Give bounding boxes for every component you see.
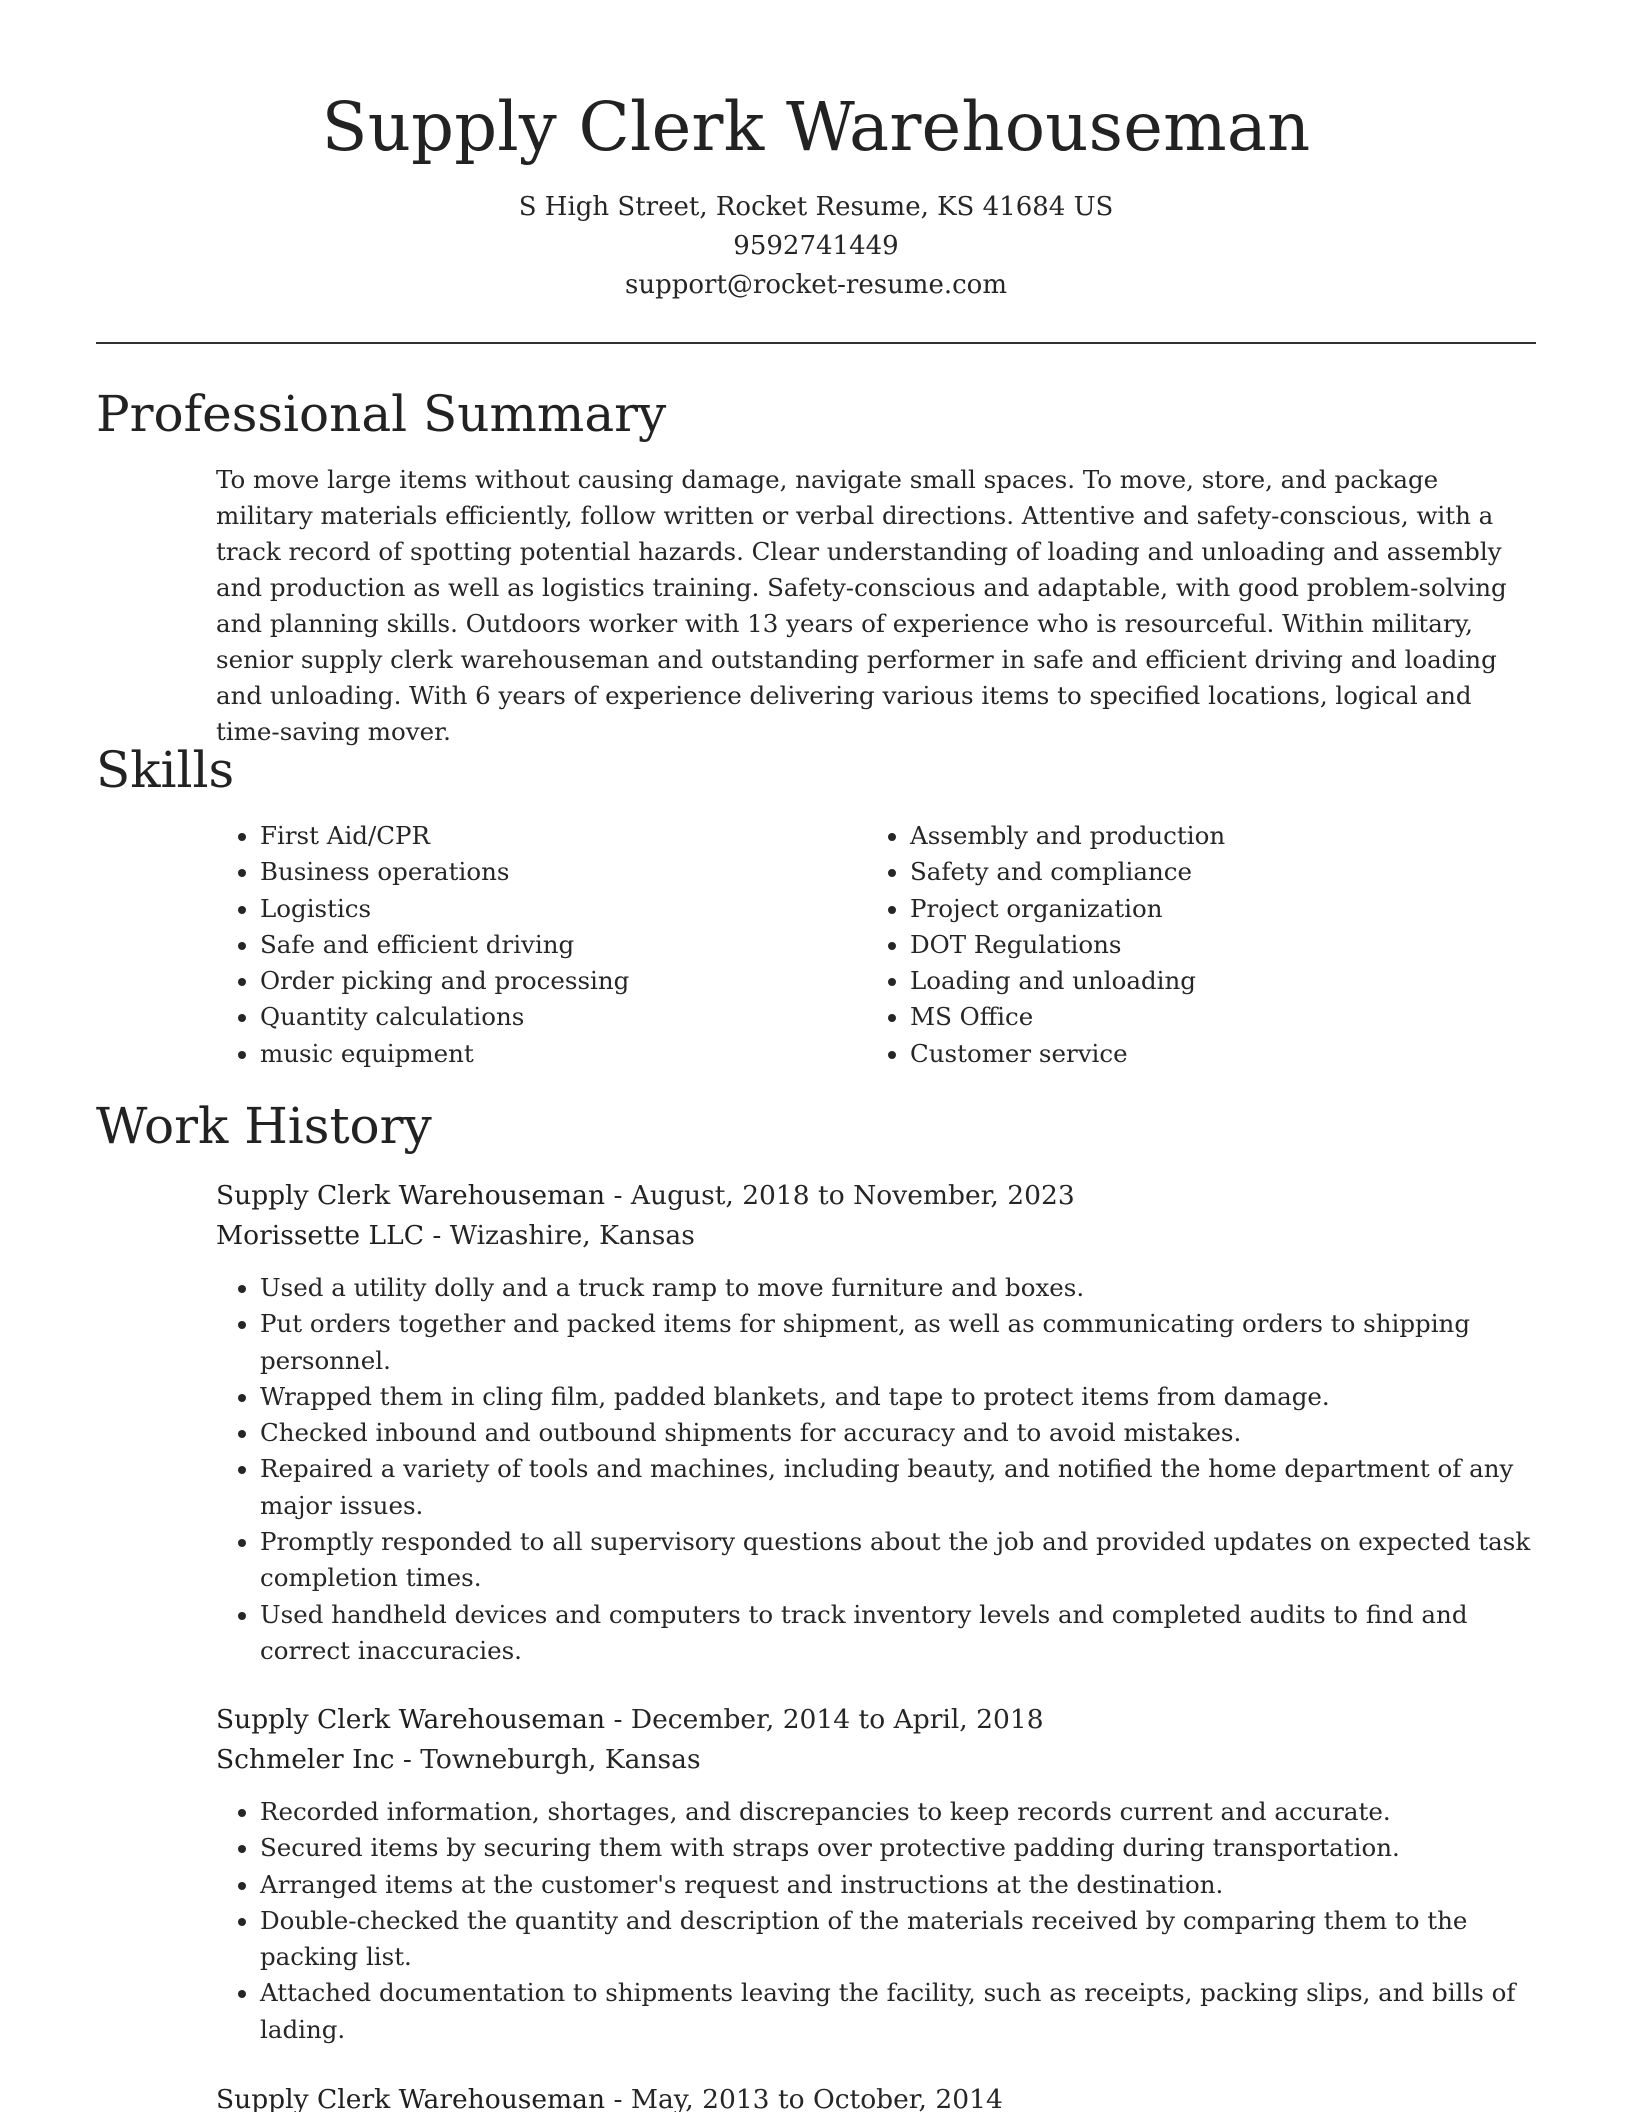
job-location: - Wizashire, Kansas xyxy=(424,1220,695,1251)
skill-item: • Loading and unloading xyxy=(910,963,1526,999)
skills-list-right xyxy=(866,818,1526,1072)
summary-heading: Professional Summary xyxy=(96,385,667,443)
candidate-name: Supply Clerk Warehouseman xyxy=(321,88,1311,166)
skill-item: • Logistics xyxy=(260,891,836,927)
skill-item: • Quantity calculations xyxy=(260,999,836,1035)
job-role: Supply Clerk Warehouseman xyxy=(216,2084,606,2112)
skill-item: • First Aid/CPR xyxy=(260,818,836,854)
job-company: Morissette LLC xyxy=(216,1220,424,1251)
duty-item: • Put orders together and packed items for shipment, as well as communicating orders to shipping personnel. xyxy=(260,1306,1536,1379)
work-history-heading: Work History xyxy=(96,1097,432,1155)
skill-item: • Order picking and processing xyxy=(260,963,836,999)
duty-item: • Checked inbound and outbound shipments for accuracy and to avoid mistakes. xyxy=(260,1415,1536,1451)
duty-item: • Used handheld devices and computers to track inventory levels and completed audits to find and correct inaccuracies. xyxy=(260,1597,1536,1670)
job-title-line xyxy=(216,1700,1536,1740)
job-company: Schmeler Inc xyxy=(216,1744,395,1775)
contact-email: support@rocket-resume.com xyxy=(624,270,1007,300)
skills-list-left xyxy=(216,818,836,1072)
skills-heading: Skills xyxy=(96,741,235,799)
duty-item: • Promptly responded to all supervisory questions about the job and provided updates on expected task completion times. xyxy=(260,1524,1536,1597)
duty-item: • Recorded information, shortages, and discrepancies to keep records current and accurate. xyxy=(260,1794,1536,1830)
job-duties xyxy=(216,1270,1536,1669)
skill-item: • DOT Regulations xyxy=(910,927,1526,963)
duty-item: • Double-checked the quantity and description of the materials received by comparing them to the packing list. xyxy=(260,1903,1536,1976)
skill-item: • music equipment xyxy=(260,1036,836,1072)
header-divider xyxy=(96,342,1536,344)
job-dates: - December, 2014 to April, 2018 xyxy=(605,1704,1044,1735)
job-role: Supply Clerk Warehouseman xyxy=(216,1704,606,1735)
skill-item: • Project organization xyxy=(910,891,1526,927)
duty-item: • Wrapped them in cling film, padded blankets, and tape to protect items from damage. xyxy=(260,1379,1536,1415)
duty-item: • Arranged items at the customer's request and instructions at the destination. xyxy=(260,1867,1536,1903)
job-company-line xyxy=(216,1740,1536,1780)
skills-column-right xyxy=(866,818,1526,1072)
contact-address: S High Street, Rocket Resume, KS 41684 US xyxy=(518,192,1114,222)
skill-item: • Business operations xyxy=(260,854,836,890)
job-dates: - May, 2013 to October, 2014 xyxy=(605,2084,1003,2112)
duty-item: • Attached documentation to shipments leaving the facility, such as receipts, packing slips, and bills of lading. xyxy=(260,1975,1536,2048)
job-duties xyxy=(216,1794,1536,2048)
resume-header xyxy=(96,80,1536,305)
skills-column-left xyxy=(216,818,836,1072)
skill-item: • Safe and efficient driving xyxy=(260,927,836,963)
job-location: - Towneburgh, Kansas xyxy=(394,1744,701,1775)
skill-item: • Safety and compliance xyxy=(910,854,1526,890)
duty-item: • Repaired a variety of tools and machines, including beauty, and notified the home department of any major issues. xyxy=(260,1451,1536,1524)
job-dates: - August, 2018 to November, 2023 xyxy=(605,1180,1075,1211)
duty-item: • Used a utility dolly and a truck ramp to move furniture and boxes. xyxy=(260,1270,1536,1306)
job-company-line xyxy=(216,1216,1536,1256)
job-role: Supply Clerk Warehouseman xyxy=(216,1180,606,1211)
skill-item: • MS Office xyxy=(910,999,1526,1035)
job-title-line xyxy=(216,2080,1536,2112)
job-title-line xyxy=(216,1176,1536,1216)
summary-text: To move large items without causing damage, navigate small spaces. To move, store, and package military materials efficiently, follow written or verbal directions. Attentive and safety-conscious, with a track record of spotting potential hazards. Clear understanding of loading and unloading and assembly and production as well as logistics training. Safety-conscious and adaptable, with good problem-solving and planning skills. Outdoors worker with 13 years of experience who is resourceful. Within military, senior supply clerk warehouseman and outstanding performer in safe and efficient driving and loading and unloading. With 6 years of experience delivering various items to specified locations, logical and time-saving mover. xyxy=(216,465,1507,746)
duty-item: • Secured items by securing them with straps over protective padding during transportation. xyxy=(260,1830,1536,1866)
contact-phone: 9592741449 xyxy=(733,231,899,261)
skill-item: • Assembly and production xyxy=(910,818,1526,854)
skill-item: • Customer service xyxy=(910,1036,1526,1072)
